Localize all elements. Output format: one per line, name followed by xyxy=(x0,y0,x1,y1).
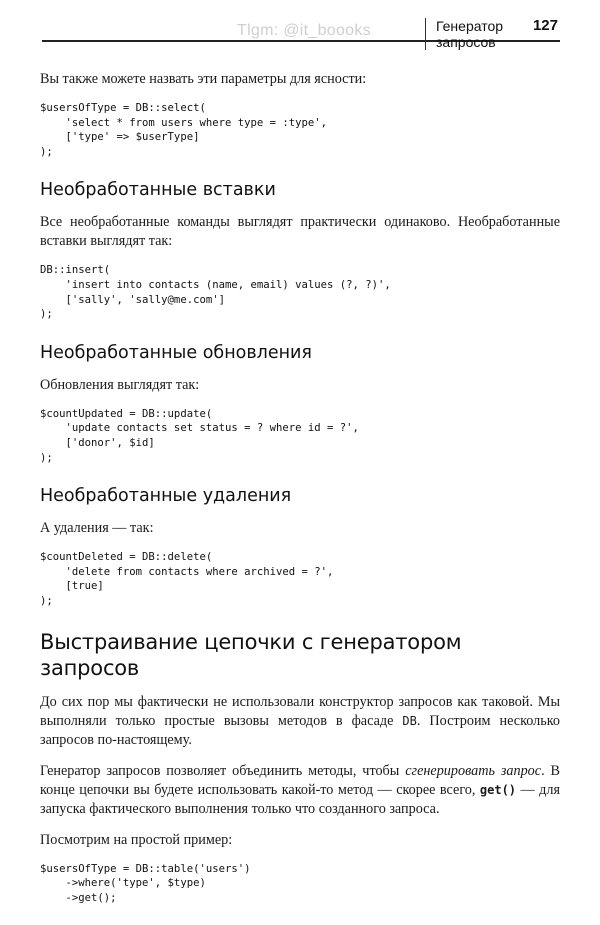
page-number: 127 xyxy=(532,17,558,34)
raw-updates-paragraph: Обновления выглядят так: xyxy=(40,376,200,393)
code-block-delete: $countDeleted = DB::delete( 'delete from contacts where archived = ?', [true] ); xyxy=(40,551,334,607)
heading-query-builder-chaining: Выстраивание цепочки с генератором запросов xyxy=(40,629,462,680)
intro-paragraph: Вы также можете назвать эти параметры для ясности: xyxy=(40,71,367,87)
emphasis-generate-query: сгенерировать запрос xyxy=(405,762,542,779)
heading-raw-updates: Необработанные обновления xyxy=(40,342,312,363)
chaining-p2-before: Генератор запросов позволяет объединить методы, чтобы xyxy=(40,762,406,779)
heading-raw-inserts: Необработанные вставки xyxy=(40,180,276,201)
chaining-p1-before: До сих пор мы фактически не использовали конструктор запросов как таковой. Мы выполняли только простые вызовы методов в фасаде xyxy=(40,693,560,729)
heading-raw-deletes: Необработанные удаления xyxy=(40,486,292,507)
chaining-paragraph-1 xyxy=(40,693,560,750)
raw-inserts-paragraph: Все необработанные команды выглядят практически одинаково. Необработанные вставки выглядят так: xyxy=(40,214,560,250)
chaining-p2-middle: . В конце цепочки вы будете использовать какой-то метод — скорее всего, xyxy=(40,762,560,798)
inline-code-get: get() xyxy=(479,782,517,797)
code-block-select: $usersOfType = DB::select( 'select * from users where type = :type', ['type' => $userType] ); xyxy=(40,102,328,158)
code-block-update: $countUpdated = DB::update( 'update contacts set status = ? where id = ?', ['donor', $id] ); xyxy=(40,407,359,464)
page-header xyxy=(42,10,560,50)
running-title: Генератор запросов xyxy=(425,18,560,50)
code-block-table-chain: $usersOfType = DB::table('users') ->where('type', $type) ->get(); xyxy=(40,862,251,904)
inline-code-db: DB xyxy=(402,713,417,728)
chaining-p2-after: — для запуска фактического выполнения только что созданного запроса. xyxy=(40,781,560,817)
raw-deletes-paragraph: А удаления — так: xyxy=(40,520,154,537)
code-block-insert: DB::insert( 'insert into contacts (name, email) values (?, ?)', ['sally', 'sally@me.com'] ); xyxy=(40,264,391,321)
page-content xyxy=(40,70,560,925)
chaining-paragraph-2 xyxy=(40,762,560,819)
chaining-p1-after: . Построим несколько запросов по-настоящему. xyxy=(40,712,560,748)
chaining-paragraph-3: Посмотрим на простой пример: xyxy=(40,831,233,848)
watermark: Tlgm: @it_boooks xyxy=(237,22,371,39)
